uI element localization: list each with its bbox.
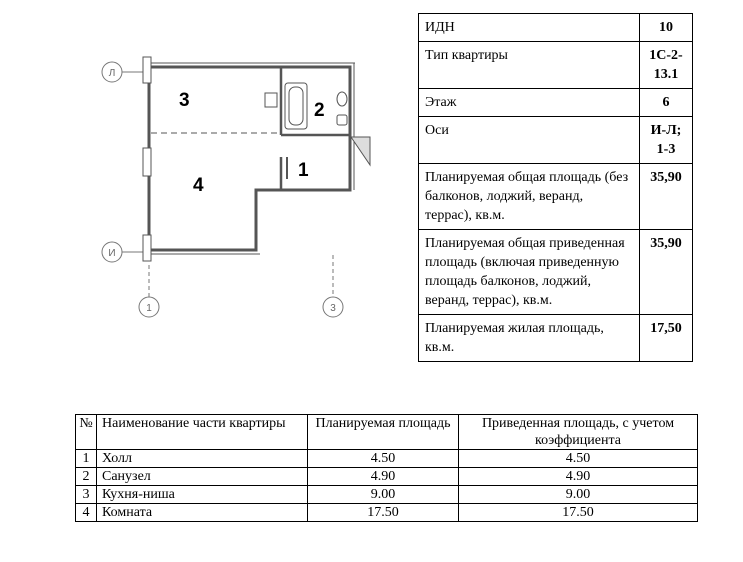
floor-plan xyxy=(85,45,405,335)
table-row xyxy=(76,450,698,468)
info-label: Планируемая общая приведенная площадь (включая приведенную площадь балконов, лоджий, веранд, террас), кв.м. xyxy=(419,230,640,315)
planned-area: 4.90 xyxy=(308,468,459,486)
header-planned-area: Планируемая площадь xyxy=(308,415,459,450)
info-value: И-Л; 1-3 xyxy=(640,117,693,164)
room-name: Холл xyxy=(97,450,308,468)
info-row xyxy=(419,315,693,362)
info-row xyxy=(419,117,693,164)
room-label-4: 4 xyxy=(193,175,204,196)
header-reduced-area: Приведенная площадь, с учетом коэффициента xyxy=(459,415,698,450)
header-number: № xyxy=(76,415,97,450)
rooms-area-table xyxy=(75,414,698,522)
axis-label-l: Л xyxy=(108,68,116,79)
info-label: Планируемая жилая площадь, кв.м. xyxy=(419,315,640,362)
room-number: 3 xyxy=(76,486,97,504)
axis-label-i: И xyxy=(108,248,116,259)
info-row xyxy=(419,164,693,230)
axis-label-3: 3 xyxy=(330,303,336,314)
info-row xyxy=(419,14,693,42)
info-value: 6 xyxy=(640,89,693,117)
table-row xyxy=(76,486,698,504)
axis-label-1: 1 xyxy=(146,303,152,314)
info-label: Оси xyxy=(419,117,640,164)
planned-area: 17.50 xyxy=(308,504,459,522)
room-number: 1 xyxy=(76,450,97,468)
info-value: 10 xyxy=(640,14,693,42)
header-room-name: Наименование части квартиры xyxy=(97,415,308,450)
room-label-3: 3 xyxy=(179,90,190,111)
info-row xyxy=(419,89,693,117)
info-row xyxy=(419,230,693,315)
room-number: 2 xyxy=(76,468,97,486)
reduced-area: 17.50 xyxy=(459,504,698,522)
room-label-2: 2 xyxy=(314,100,325,121)
rooms-header-row xyxy=(76,415,698,450)
info-value: 17,50 xyxy=(640,315,693,362)
room-name: Комната xyxy=(97,504,308,522)
info-label: Этаж xyxy=(419,89,640,117)
room-label-1: 1 xyxy=(298,160,309,181)
info-label: Планируемая общая площадь (без балконов, лоджий, веранд, террас), кв.м. xyxy=(419,164,640,230)
room-name: Кухня-ниша xyxy=(97,486,308,504)
info-label: Тип квартиры xyxy=(419,42,640,89)
reduced-area: 9.00 xyxy=(459,486,698,504)
info-value: 35,90 xyxy=(640,230,693,315)
apartment-info-table xyxy=(418,13,693,362)
info-value: 1С-2-13.1 xyxy=(640,42,693,89)
reduced-area: 4.50 xyxy=(459,450,698,468)
info-value: 35,90 xyxy=(640,164,693,230)
table-row xyxy=(76,468,698,486)
planned-area: 4.50 xyxy=(308,450,459,468)
planned-area: 9.00 xyxy=(308,486,459,504)
room-name: Санузел xyxy=(97,468,308,486)
room-number: 4 xyxy=(76,504,97,522)
reduced-area: 4.90 xyxy=(459,468,698,486)
info-label: ИДН xyxy=(419,14,640,42)
info-row xyxy=(419,42,693,89)
table-row xyxy=(76,504,698,522)
